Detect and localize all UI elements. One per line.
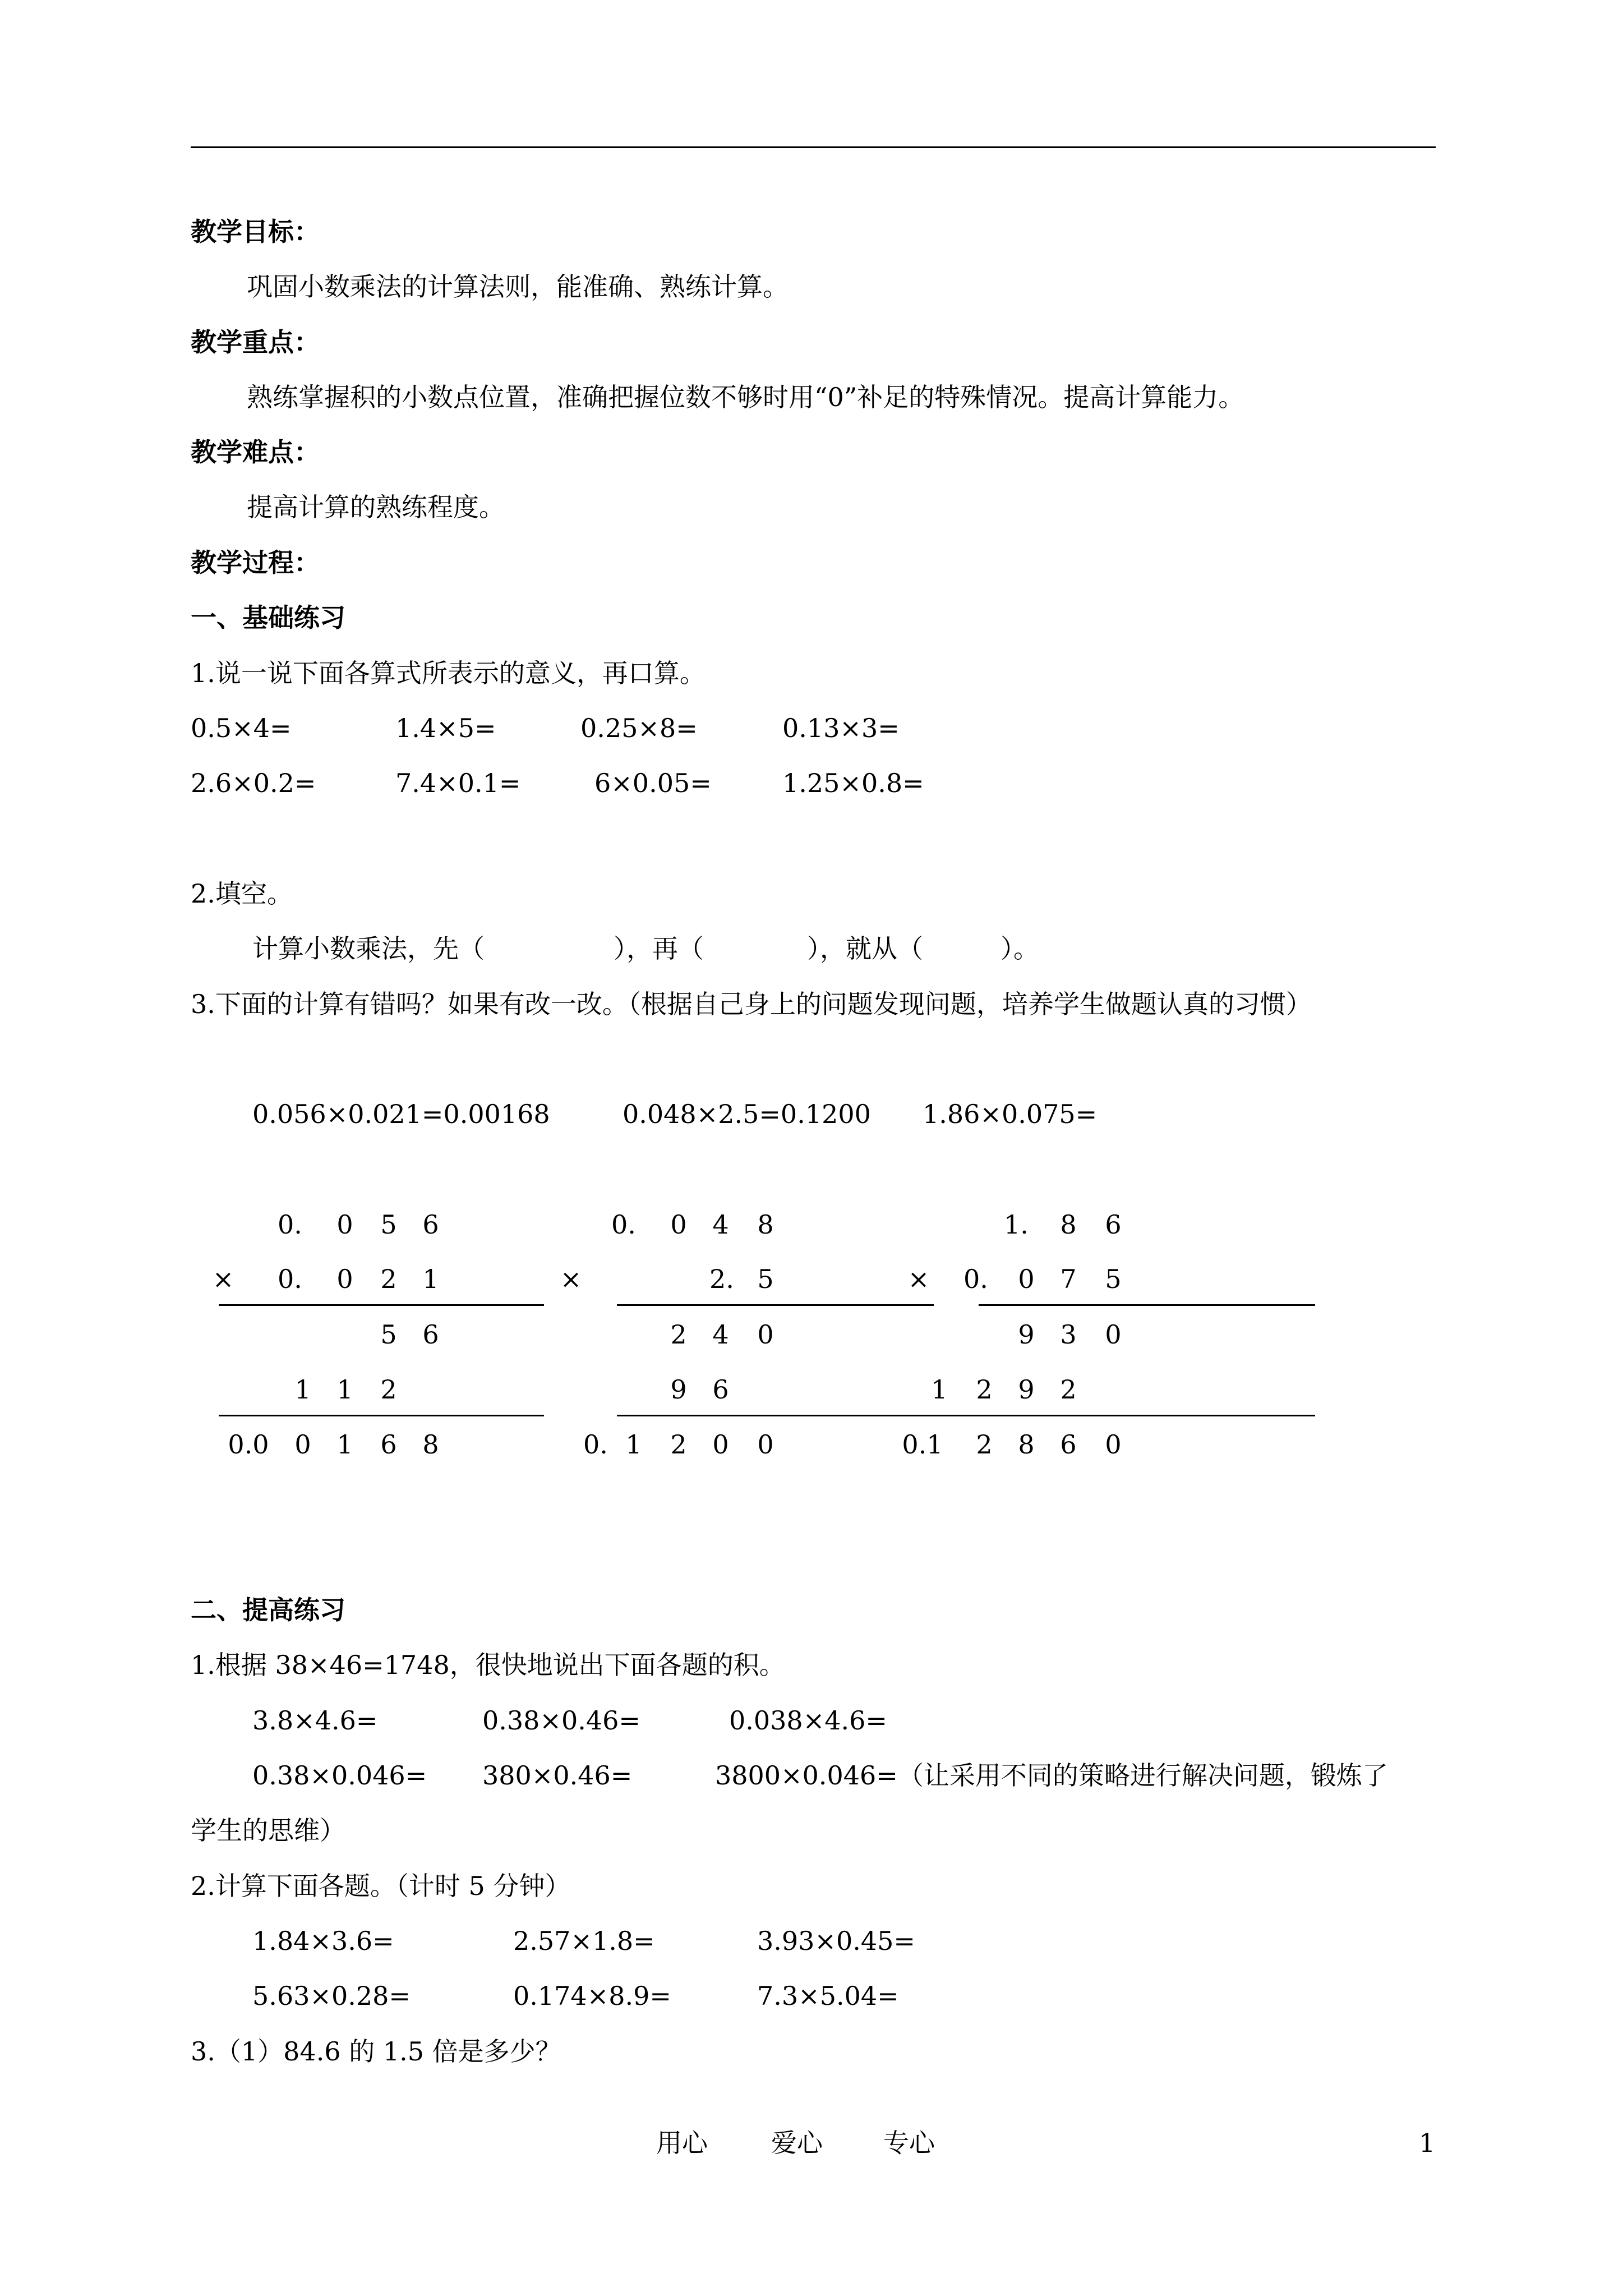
oral-item: 0.5×4= [191,713,292,743]
oral-item: 2.6×0.2= [191,768,316,798]
calc-digit: 0 [1105,1429,1122,1460]
calc-digit: 0 [1018,1264,1035,1294]
goal-text: 巩固小数乘法的计算法则，能准确、熟练计算。 [247,272,789,302]
product-item: 380×0.46= [482,1760,633,1791]
calc-digit: 2 [670,1319,687,1350]
section1-title: 一、基础练习 [191,602,345,633]
fill-blank-line: 计算小数乘法，先（ ），再（ ），就从（ ）。 [252,933,1039,964]
section2-q1-note: 学生的思维） [191,1815,345,1846]
section2-q3: 3.（1）84.6 的 1.5 倍是多少？ [191,2036,561,2067]
calc-digit: 9 [1018,1319,1035,1350]
difficulty-text: 提高计算的熟练程度。 [247,492,505,522]
calc-digit: 1. [1004,1209,1029,1240]
check-equation: 1.86×0.075= [923,1099,1098,1129]
calc-item: 0.174×8.9= [513,1981,671,2011]
times-sign: × [560,1264,582,1294]
calc-digit: 0. [278,1264,302,1294]
product-item: 0.038×4.6= [729,1705,887,1736]
page-number: 1 [1419,2128,1436,2158]
times-sign: × [212,1264,234,1294]
calc-item: 3.93×0.45= [757,1926,915,1956]
section2-q2: 2.计算下面各题。（计时 5 分钟） [191,1871,571,1901]
oral-item: 1.25×0.8= [782,768,924,798]
calc-digit: 0.1 [902,1429,943,1460]
calc-digit: 9 [670,1374,687,1405]
calc-digit: 2. [709,1264,734,1294]
calc-rule [219,1304,544,1306]
calc-item: 7.3×5.04= [757,1981,899,2011]
oral-item: 6×0.05= [594,768,712,798]
calc-digit: 8 [1018,1429,1035,1460]
calc-digit: 0 [757,1429,774,1460]
calc-digit: 4 [712,1209,729,1240]
calc-rule [617,1304,934,1306]
section1-q2: 2.填空。 [191,878,293,909]
calc-digit: 5 [757,1264,774,1294]
calc-digit: 2 [380,1264,397,1294]
calc-digit: 0.0 [228,1429,269,1460]
footer-text: 爱心 [771,2128,823,2158]
calc-digit: 5 [380,1319,397,1350]
calc-rule [219,1415,544,1416]
calc-digit: 1 [931,1374,948,1405]
key-heading: 教学重点： [191,327,320,357]
calc-digit: 2 [1060,1374,1077,1405]
calc-digit: 2 [670,1429,687,1460]
calc-digit: 8 [757,1209,774,1240]
calc-digit: 0 [670,1209,687,1240]
calc-digit: 0 [294,1429,311,1460]
process-heading: 教学过程： [191,547,320,578]
calc-item: 2.57×1.8= [513,1926,655,1956]
calc-digit: 2 [976,1429,993,1460]
product-item: 3.8×4.6= [252,1705,378,1736]
oral-item: 7.4×0.1= [395,768,521,798]
calc-rule [897,1415,1315,1416]
calc-digit: 6 [1105,1209,1122,1240]
calc-item: 5.63×0.28= [252,1981,411,2011]
calc-digit: 6 [422,1209,439,1240]
calc-digit: 0 [336,1264,353,1294]
calc-digit: 0. [278,1209,302,1240]
calc-digit: 5 [1105,1264,1122,1294]
calc-digit: 6 [712,1374,729,1405]
calc-digit: 2 [380,1374,397,1405]
calc-digit: 8 [1060,1209,1077,1240]
footer-text: 用心 [656,2128,708,2158]
calc-digit: 0. [583,1429,608,1460]
calc-digit: 6 [1060,1429,1077,1460]
times-sign: × [907,1264,930,1294]
calc-digit: 3 [1060,1319,1077,1350]
calc-digit: 5 [380,1209,397,1240]
calc-digit: 1 [625,1429,642,1460]
calc-digit: 6 [380,1429,397,1460]
product-item: 0.38×0.046= [252,1760,427,1791]
calc-digit: 1 [422,1264,439,1294]
oral-item: 0.25×8= [580,713,698,743]
section1-q3: 3.下面的计算有错吗？如果有改一改。（根据自己身上的问题发现问题，培养学生做题认真的习惯） [191,989,1312,1019]
calc-digit: 1 [336,1374,353,1405]
key-text: 熟练掌握积的小数点位置，准确把握位数不够时用“0”补足的特殊情况。提高计算能力。 [247,382,1244,412]
calc-rule [979,1304,1315,1306]
calc-digit: 8 [422,1429,439,1460]
oral-item: 0.13×3= [782,713,900,743]
calc-digit: 0 [336,1209,353,1240]
footer-text: 专心 [883,2128,935,2158]
check-equation: 0.056×0.021=0.00168 [252,1099,550,1129]
check-equation: 0.048×2.5=0.1200 [623,1099,871,1129]
calc-digit: 0 [757,1319,774,1350]
difficulty-heading: 教学难点： [191,437,320,467]
header-rule [191,146,1436,148]
calc-digit: 9 [1018,1374,1035,1405]
oral-item: 1.4×5= [395,713,496,743]
calc-digit: 6 [422,1319,439,1350]
calc-digit: 0. [963,1264,988,1294]
section2-q1: 1.根据 38×46=1748，很快地说出下面各题的积。 [191,1650,785,1680]
calc-digit: 2 [976,1374,993,1405]
calc-digit: 1 [336,1429,353,1460]
section2-title: 二、提高练习 [191,1595,345,1625]
calc-digit: 0 [1105,1319,1122,1350]
section1-q1: 1.说一说下面各算式所表示的意义，再口算。 [191,658,706,688]
calc-digit: 7 [1060,1264,1077,1294]
calc-rule [617,1415,934,1416]
calc-digit: 1 [294,1374,311,1405]
calc-digit: 0. [611,1209,636,1240]
product-item: 0.38×0.46= [482,1705,640,1736]
goal-heading: 教学目标： [191,217,320,247]
calc-item: 1.84×3.6= [252,1926,394,1956]
product-item: 3800×0.046=（让采用不同的策略进行解决问题，锻炼了 [715,1760,1388,1791]
calc-digit: 4 [712,1319,729,1350]
calc-digit: 0 [712,1429,729,1460]
